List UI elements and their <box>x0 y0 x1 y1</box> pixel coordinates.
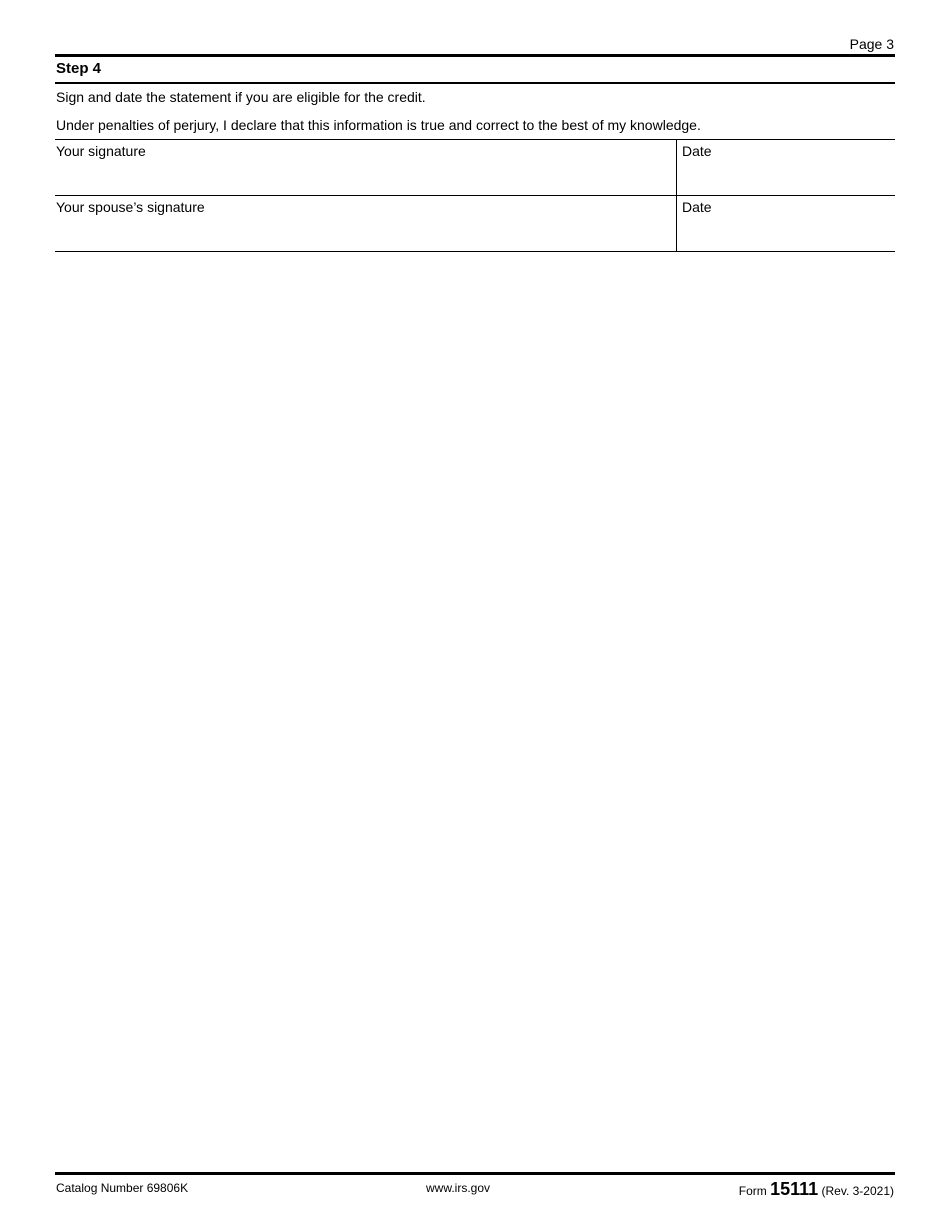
your-signature-label: Your signature <box>56 143 146 159</box>
form-identifier <box>739 1179 894 1200</box>
catalog-number: Catalog Number 69806K <box>56 1181 189 1195</box>
form-number: 15111 <box>770 1179 819 1199</box>
form-revision: (Rev. 3-2021) <box>821 1184 894 1198</box>
spouse-signature-label: Your spouse’s signature <box>56 199 205 215</box>
date-label: Date <box>682 143 712 159</box>
signature-row-spouse <box>55 196 895 251</box>
perjury-declaration: Under penalties of perjury, I declare that this information is true and correct to the best of my knowledge. <box>56 117 701 133</box>
page-number: Page 3 <box>849 36 894 52</box>
spouse-signature-field[interactable] <box>55 196 676 251</box>
step-instruction: Sign and date the statement if you are eligible for the credit. <box>56 89 426 105</box>
your-signature-date-field[interactable] <box>676 140 895 195</box>
step-rule <box>55 82 895 84</box>
footer <box>55 1179 895 1199</box>
signature-row-taxpayer <box>55 140 895 195</box>
date-label: Date <box>682 199 712 215</box>
footer-rule <box>55 1172 895 1175</box>
signature-table-bottom-rule <box>55 251 895 252</box>
spouse-signature-date-field[interactable] <box>676 196 895 251</box>
header-rule <box>55 54 895 57</box>
form-prefix: Form <box>738 1184 767 1198</box>
website-link[interactable]: www.irs.gov <box>425 1181 490 1195</box>
step-title: Step 4 <box>56 60 102 77</box>
your-signature-field[interactable] <box>55 140 676 195</box>
